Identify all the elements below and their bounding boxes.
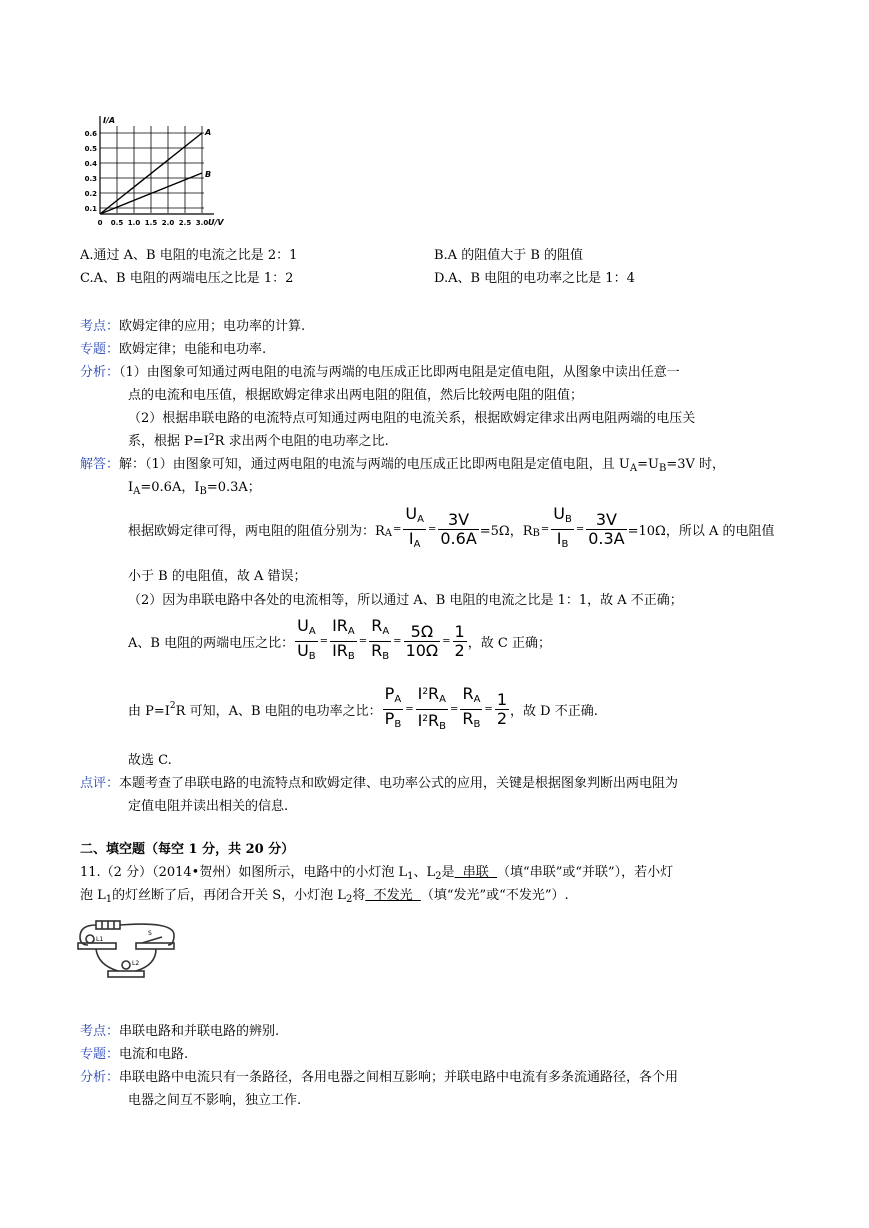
lamp-l2-base [108,971,144,977]
q10-power-ratio-line: 由 $P=I^2R$ 可知，A、B 电阻的电功率之比： $\frac{P_A}{P_B}$ = $\frac{I^2R_A}{I^2R_B}$ = $\frac{R_A}{R_B}$ = $\frac{1}{2}$ ，故 D 不正确. [128,683,598,736]
q10-voltage-ratio-line: A、B 电阻的两端电压之比： $\frac{U_A}{U_B}$ = $\frac{IR_A}{IR_B}$ = $\frac{R_A}{R_B}$ = $\frac{5\Omega}{10\Omega}$ = $\frac{1}{2}$ ，故 C 正确； [128,617,551,666]
y-tick: 0.2 [84,190,97,198]
q10-jieda-line: $I_A=0.6A$，$I_B=0.3A$； [128,480,261,497]
option-b: B.A 的阻值大于 B 的阻值 [434,248,584,263]
zhuanti-tag: 专题： [80,1047,120,1062]
x-tick: 2.5 [178,219,192,227]
y-tick: 0.1 [84,205,97,213]
fraction: $\frac{IR_A}{IR_B}$ [332,616,355,662]
q10-jieda: 解答：解：（1）由图象可知，通过两电阻的电流与两端的电压成正比即两电阻是定值电阻，且 $U_A=U_B=3V$ 时， [80,457,726,474]
lamp-l1-icon [86,935,94,943]
q10-zhuanti: 专题：欧姆定律；电能和电功率. [80,342,267,357]
y-tick: 0.4 [84,160,97,168]
option-c: C.A、B 电阻的两端电压之比是 1：2 [80,271,294,286]
kaodian-tag: 考点： [80,319,120,334]
y-tick: 0.3 [84,175,97,183]
fraction: $\frac{1}{2}$ [454,622,465,660]
fraction: $\frac{1}{2}$ [496,690,507,728]
y-axis-label: I/A [103,116,116,125]
q11-kaodian: 考点：串联电路和并联电路的辨别. [80,1024,280,1039]
dianping-tag: 点评： [80,776,120,791]
circuit-label-s: S [148,930,152,937]
x-tick: 0.5 [110,219,124,227]
q10-fenxi-line: （2）根据串联电路的电流特点可知通过两电阻的电流关系，根据欧姆定律求出两电阻两端的电压关 [128,411,696,426]
option-a: A.通过 A、B 电阻的电流之比是 2：1 [80,248,298,263]
q11-stem-line1: 11.（2 分）（2014•贺州）如图所示，电路中的小灯泡 $L_1$、$L_2$是 串联 （填“串联”或“并联”），若小灯 [80,865,674,882]
fraction: $\frac{P_A}{P_B}$ [384,684,402,730]
y-tick: 0.6 [84,130,97,138]
fraction: $\frac{I^2R_A}{I^2R_B}$ [417,684,447,732]
q11-answer-1: 串联 [454,865,498,880]
q10-dianping-line: 定值电阻并读出相关的信息. [128,799,289,814]
q10-dianping: 点评：本题考查了串联电路的电流特点和欧姆定律、电功率公式的应用，关键是根据图象判断出两电阻为 [80,776,679,791]
fraction: $\frac{R_A}{R_B}$ [371,616,390,662]
q10-resistance-line: 根据欧姆定律可得，两电阻的阻值分别为：$R_A=$ $\frac{U_A}{I_A}$ = $\frac{3V}{0.6A}$ =5Ω，$R_B=$ $\frac{U_B}{I_B}$ = $\frac{3V}{0.3A}$ =10Ω，所以 A 的电阻值 [128,505,775,554]
x-axis-label: U/V [208,218,224,227]
y-tick: 0.5 [84,145,97,153]
option-d: D.A、B 电阻的电功率之比是 1：4 [434,271,635,286]
circuit-label-l2: L2 [132,960,140,967]
q11-answer-2: 不发光 [365,888,421,903]
x-tick: 0 [97,219,103,227]
line-b-label: B [205,170,212,179]
fraction-ub-ib: $\frac{U_B}{I_B}$ [553,504,572,550]
fraction: $\frac{5\Omega}{10\Omega}$ [405,622,439,660]
q11-zhuanti: 专题：电流和电路. [80,1047,189,1062]
jieda-tag: 解答： [80,457,120,472]
q11-fenxi-line: 电器之间互不影响，独立工作. [128,1093,302,1108]
x-tick: 2.0 [161,219,175,227]
graph-grid [100,126,204,213]
q10-conclusion: 故选 C. [128,753,172,768]
x-tick: 3.0 [195,219,209,227]
x-tick: 1.5 [144,219,158,227]
fraction-ua-ia: $\frac{U_A}{I_A}$ [405,504,424,550]
fraction: $\frac{R_A}{R_B}$ [462,684,481,730]
q11-fenxi: 分析：串联电路中电流只有一条路径，各用电器之间相互影响；并联电路中电流有多条流通路径，各个用 [80,1070,679,1085]
circuit-label-l1: L1 [96,936,104,943]
q11-stem-line2: 泡 $L_1$的灯丝断了后，再闭合开关 S，小灯泡 $L_2$将 不发光 （填“发光”或“不发光”）. [80,888,569,905]
x-tick: 1.0 [127,219,141,227]
q10-kaodian: 考点：欧姆定律的应用；电功率的计算. [80,319,306,334]
current-voltage-graph [82,112,232,232]
lamp-l2-icon [122,961,130,969]
circuit-diagram [76,915,182,987]
q10-jieda-line: 小于 B 的电阻值，故 A 错误； [128,569,307,584]
switch-base [136,943,174,949]
fenxi-tag: 分析： [80,365,120,380]
switch-icon [142,937,162,943]
section-heading: 二、填空题（每空 1 分，共 20 分） [80,842,295,857]
q10-jieda-line: （2）因为串联电路中各处的电流相等，所以通过 A、B 电阻的电流之比是 1：1，故 A 不正确； [128,593,683,608]
fraction-3v-03a: $\frac{3V}{0.3A}$ [588,510,625,548]
zhuanti-tag: 专题： [80,342,120,357]
q10-fenxi: 分析：（1）由图象可知通过两电阻的电流与两端的电压成正比即两电阻是定值电阻，从图象中读出任意一 [80,365,680,380]
fraction: $\frac{U_A}{U_B}$ [297,616,316,662]
line-a-label: A [205,128,212,137]
fraction-3v-06a: $\frac{3V}{0.6A}$ [440,510,477,548]
kaodian-tag: 考点： [80,1024,120,1039]
fenxi-tag: 分析： [80,1070,120,1085]
q10-fenxi-line: 点的电流和电压值，根据欧姆定律求出两电阻的阻值，然后比较两电阻的阻值； [128,388,584,403]
q10-fenxi-line: 系，根据 $P=I^2R$ 求出两个电阻的电功率之比. [128,433,389,449]
